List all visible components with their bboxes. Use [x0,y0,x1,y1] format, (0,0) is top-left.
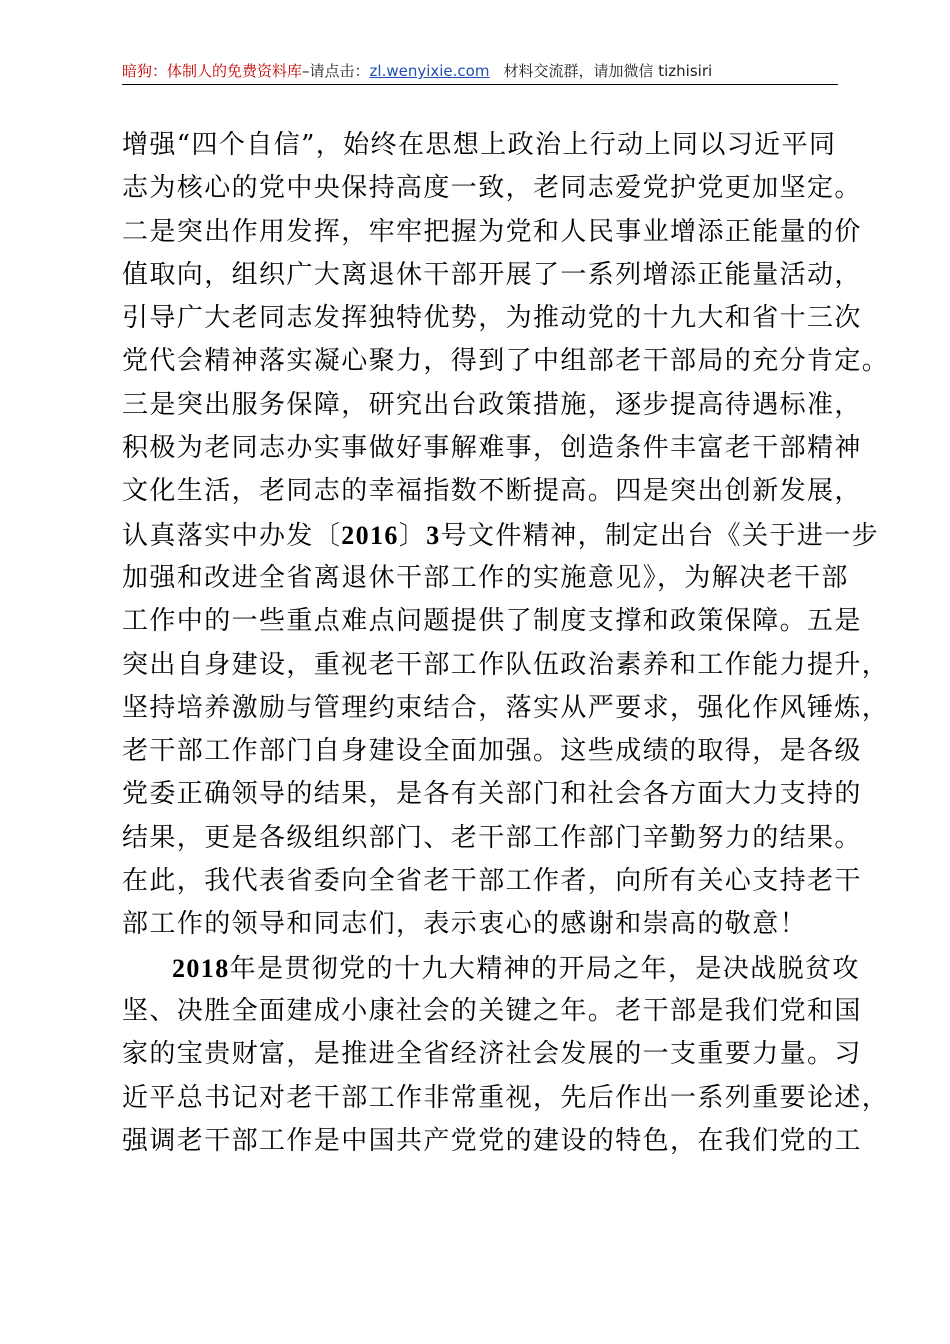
document-body [122,124,890,1163]
text-line: 文化生活，老同志的幸福指数不断提高。四是突出创新发展， [122,476,862,507]
text-line: 积极为老同志办实事做好事解难事，创造条件丰富老干部精神 [122,433,862,464]
text-line: 坚持培养激励与管理约束结合，落实从严要求，强化作风锤炼， [122,692,890,723]
text-line: 志为核心的党中央保持高度一致，老同志爱党护党更加坚定。 [122,173,862,204]
header-brand: 暗狗：体制人的免费资料库 [122,62,303,80]
text-line: 三是突出服务保障，研究出台政策措施，逐步提高待遇标准， [122,389,862,420]
text-line: 党委正确领导的结果，是各有关部门和社会各方面大力支持的 [122,779,862,810]
text-line: 部工作的领导和同志们，表示衷心的感谢和崇高的敬意！ [122,909,808,940]
text-line: 增强“四个自信”，始终在思想上政治上行动上同以习近平同 [122,130,837,160]
text-line: 在此，我代表省委向全省老干部工作者，向所有关心支持老干 [122,866,862,897]
text-line: 突出自身建设，重视老干部工作队伍政治素养和工作能力提升， [122,649,890,680]
text-line: 党代会精神落实凝心聚力，得到了中组部老干部局的充分肯定。 [122,346,890,377]
text-line: 工作中的一些重点难点问题提供了制度支撑和政策保障。五是 [122,606,862,637]
text-line: 值取向，组织广大离退休干部开展了一系列增添正能量活动， [122,259,862,290]
header-rule [122,84,838,85]
text-line: 老干部工作部门自身建设全面加强。这些成绩的取得，是各级 [122,736,862,767]
text-line: 加强和改进全省离退休干部工作的实施意见》，为解决老干部 [122,562,849,593]
text-line: 坚、决胜全面建成小康社会的关键之年。老干部是我们党和国 [122,995,862,1026]
paragraph-start-line: 2018年是贯彻党的十九大精神的开局之年，是决战脱贫攻 [172,953,860,984]
text-line: 二是突出作用发挥，牢牢把握为党和人民事业增添正能量的价 [122,216,862,247]
text-line: 强调老干部工作是中国共产党党的建设的特色，在我们党的工 [122,1125,862,1156]
text-line: 近平总书记对老干部工作非常重视，先后作出一系列重要论述， [122,1082,890,1113]
text-line: 结果，更是各级组织部门、老干部工作部门辛勤努力的结果。 [122,822,862,853]
text-line: 引导广大老同志发挥独特优势，为推动党的十九大和省十三次 [122,303,862,334]
header-prompt: –请点击： [302,62,370,80]
header-group-note: 材料交流群，请加微信 tizhisiri [503,62,713,80]
header-link[interactable]: zl.wenyixie.com [369,62,490,80]
text-line: 家的宝贵财富，是推进全省经济社会发展的一支重要力量。习 [122,1039,862,1070]
text-line: 认真落实中办发〔2016〕3号文件精神，制定出台《关于进一步 [122,520,880,551]
